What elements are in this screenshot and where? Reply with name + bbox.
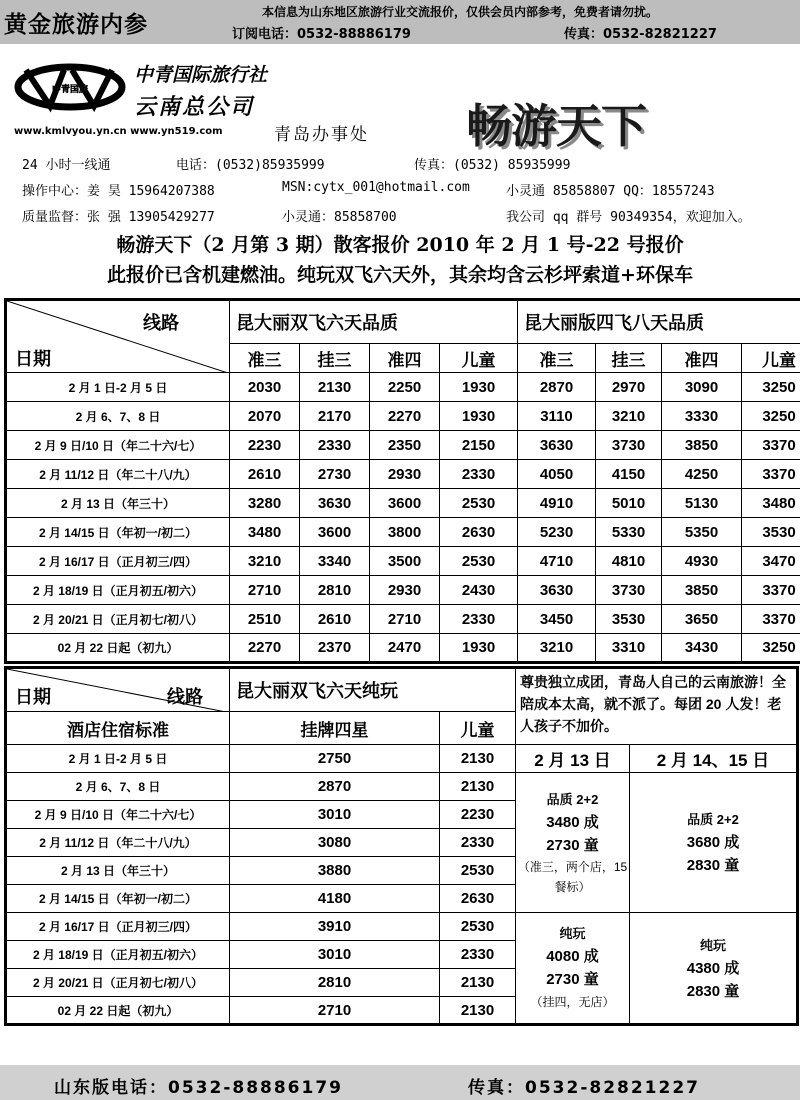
package-detail: （挂四，无店）: [530, 995, 615, 1009]
child-price: 2730 童: [546, 971, 599, 988]
table-row: [6, 402, 800, 431]
route-label: 线路: [143, 313, 179, 333]
footer-bar: [0, 1065, 800, 1100]
price-cell: 1930: [440, 402, 518, 431]
group1-header: 昆大丽双飞六天品质: [230, 300, 518, 344]
price-cell: 2270: [370, 402, 440, 431]
price-cell: 2030: [230, 373, 300, 402]
price-cell: 4810: [596, 547, 662, 576]
price-cell: 5350: [662, 518, 742, 547]
price-cell: 3330: [662, 402, 742, 431]
price-table-pure: [4, 666, 799, 1026]
price-cell: 2250: [370, 373, 440, 402]
price-cell: 3370: [742, 576, 800, 605]
price-cell: 3250: [742, 373, 800, 402]
price-cell: 2530: [440, 489, 518, 518]
qq-contact: 小灵通 85858807 QQ：18557243: [506, 184, 715, 199]
msn-contact: MSN:cytx_001@hotmail.com: [282, 180, 470, 195]
table-row: [6, 576, 800, 605]
table-row: [6, 634, 800, 663]
price-cell: 3850: [662, 431, 742, 460]
price-cell: 3910: [230, 913, 440, 941]
subscription-fax: 传真：0532-82821227: [564, 27, 717, 42]
top-banner: [0, 0, 800, 44]
price-cell: 3430: [662, 634, 742, 663]
row-date: 2 月 9 日/10 日（年二十六/七）: [6, 431, 230, 460]
price-cell: 1930: [440, 634, 518, 663]
price-cell: 1930: [440, 373, 518, 402]
price-cell: 2970: [596, 373, 662, 402]
child-price: 2830 童: [686, 982, 740, 1000]
price-cell: 3370: [742, 460, 800, 489]
operation-contact: 操作中心：姜 昊 15964207388: [22, 184, 215, 199]
price-cell: 3530: [742, 518, 800, 547]
footer-fax: 传真：0532-82821227: [468, 1078, 700, 1098]
row-date: 2 月 18/19 日（正月初五/初六）: [6, 576, 230, 605]
phs-contact: 小灵通：85858700: [282, 210, 397, 225]
row-date: 2 月 1 日-2 月 5 日: [6, 373, 230, 402]
qq-group: 我公司 qq 群号 90349354，欢迎加入。: [506, 210, 751, 225]
package-name: 纯玩: [559, 926, 586, 941]
price-cell: 3500: [370, 547, 440, 576]
table-row: [6, 773, 798, 801]
price-cell: 3280: [230, 489, 300, 518]
price-cell: 2710: [230, 997, 440, 1025]
price-cell: 3080: [230, 829, 440, 857]
price-cell: 4180: [230, 885, 440, 913]
price-cell: 3800: [370, 518, 440, 547]
price-cell: 3210: [230, 547, 300, 576]
price-cell: 2870: [518, 373, 596, 402]
agency-name: 中青国际旅行社: [134, 64, 268, 86]
price-cell: 2730: [300, 460, 370, 489]
side-date-header: 2 月 14、15 日: [630, 745, 798, 773]
row-date: 2 月 13 日（年三十）: [6, 489, 230, 518]
price-cell: 2710: [230, 576, 300, 605]
price-cell: 3310: [596, 634, 662, 663]
row-date: 2 月 1 日-2 月 5 日: [6, 745, 230, 773]
price-cell: 5010: [596, 489, 662, 518]
table-row: [6, 605, 800, 634]
hotel-standard-label: 酒店住宿标准: [6, 712, 230, 745]
adult-price: 4380 成: [686, 959, 740, 977]
price-cell: 2430: [440, 576, 518, 605]
price-cell: 2330: [440, 460, 518, 489]
table-row: [6, 489, 800, 518]
price-cell: 3340: [300, 547, 370, 576]
price-cell: 3250: [742, 402, 800, 431]
price-cell: 2510: [230, 605, 300, 634]
price-cell: 3210: [596, 402, 662, 431]
brand-title: 黄金旅游内参: [4, 12, 148, 38]
package-name: 纯玩: [700, 937, 727, 953]
price-cell: 2710: [370, 605, 440, 634]
member-notice: 本信息为山东地区旅游行业交流报价，仅供会员内部参考，免费者请勿扰。: [262, 5, 659, 19]
price-cell: 2330: [440, 829, 516, 857]
price-cell: 3370: [742, 605, 800, 634]
table-row: [6, 913, 798, 941]
package-pure-13: [516, 913, 630, 1025]
price-title: 畅游天下（2 月第 3 期）散客报价 2010 年 2 月 1 号-22 号报价: [116, 234, 684, 256]
price-cell: 2130: [440, 745, 516, 773]
price-subtitle: 此报价已含机建燃油。纯玩双飞六天外，其余均含云杉坪索道+环保车: [107, 264, 693, 286]
price-cell: 2750: [230, 745, 440, 773]
price-cell: 2810: [300, 576, 370, 605]
slogan-text: 畅游天下: [466, 99, 646, 153]
price-cell: 2530: [440, 857, 516, 885]
price-cell: 2330: [440, 941, 516, 969]
col-header: 挂三: [300, 344, 370, 373]
row-date: 2 月 13 日（年三十）: [6, 857, 230, 885]
table-row: [6, 431, 800, 460]
price-cell: 2270: [230, 634, 300, 663]
table-row: [6, 518, 800, 547]
col-header: 挂牌四星: [230, 712, 440, 745]
row-date: 2 月 16/17 日（正月初三/四）: [6, 913, 230, 941]
price-cell: 3450: [518, 605, 596, 634]
price-cell: 2130: [440, 969, 516, 997]
col-header: 准四: [370, 344, 440, 373]
row-date: 02 月 22 日起（初九）: [6, 634, 230, 663]
price-cell: 2130: [440, 997, 516, 1025]
package-pure-14-15: [630, 913, 798, 1025]
price-cell: 2930: [370, 576, 440, 605]
adult-price: 3480 成: [546, 814, 599, 831]
col-header: 儿童: [440, 344, 518, 373]
col-header: 准三: [518, 344, 596, 373]
price-cell: 3630: [518, 576, 596, 605]
footer-tel: 山东版电话：0532-88886179: [54, 1078, 343, 1098]
row-date: 2 月 6、7、8 日: [6, 402, 230, 431]
col-header: 准四: [662, 344, 742, 373]
fax-number: 传真：(0532) 85935999: [414, 158, 571, 173]
group-note: 尊贵独立成团，青岛人自己的云南旅游！全陪成本太高，就不派了。每团 20 人发！老人孩子不加价。: [516, 668, 798, 745]
price-cell: 2130: [440, 773, 516, 801]
table-row: [6, 547, 800, 576]
price-cell: 2810: [230, 969, 440, 997]
agency-logo: [12, 56, 128, 118]
package-quality-14-15: [630, 773, 798, 913]
price-cell: 2130: [300, 373, 370, 402]
row-date: 2 月 11/12 日（年二十八/九）: [6, 829, 230, 857]
adult-price: 3680 成: [686, 834, 740, 851]
row-date: 2 月 14/15 日（年初一/初二）: [6, 885, 230, 913]
price-cell: 4910: [518, 489, 596, 518]
package-name: 品质 2+2: [687, 812, 739, 827]
price-cell: 3250: [742, 634, 800, 663]
date-label: 日期: [15, 349, 51, 369]
logo-text: 中青国旅: [51, 85, 89, 95]
price-cell: 3730: [596, 431, 662, 460]
price-cell: 3010: [230, 801, 440, 829]
price-cell: 2230: [440, 801, 516, 829]
price-cell: 2330: [440, 605, 518, 634]
price-cell: 3530: [596, 605, 662, 634]
col-header: 儿童: [742, 344, 800, 373]
price-cell: 2170: [300, 402, 370, 431]
price-cell: 2630: [440, 885, 516, 913]
office-name: 青岛办事处: [274, 125, 369, 145]
table-row: [6, 460, 800, 489]
price-cell: 3370: [742, 431, 800, 460]
package-name: 品质 2+2: [546, 792, 599, 807]
price-cell: 4250: [662, 460, 742, 489]
price-cell: 3730: [596, 576, 662, 605]
website-links: www.kmlvyou.yn.cn www.yn519.com: [14, 126, 223, 137]
phone-number: 电话：(0532)85935999: [176, 158, 325, 173]
table1-corner: [6, 300, 230, 373]
price-cell: 3480: [742, 489, 800, 518]
row-date: 2 月 6、7、8 日: [6, 773, 230, 801]
price-cell: 2150: [440, 431, 518, 460]
row-date: 2 月 14/15 日（年初一/初二）: [6, 518, 230, 547]
table-row: [6, 373, 800, 402]
price-cell: 3470: [742, 547, 800, 576]
price-cell: 3880: [230, 857, 440, 885]
price-cell: 4150: [596, 460, 662, 489]
price-cell: 2230: [230, 431, 300, 460]
price-cell: 2530: [440, 547, 518, 576]
price-cell: 3600: [300, 518, 370, 547]
child-price: 2830 童: [686, 857, 740, 874]
price-cell: 2070: [230, 402, 300, 431]
subscription-line: [232, 23, 717, 42]
adult-price: 4080 成: [546, 948, 599, 965]
price-cell: 3110: [518, 402, 596, 431]
price-cell: 3630: [518, 431, 596, 460]
row-date: 02 月 22 日起（初九）: [6, 997, 230, 1025]
hotline-label: 24 小时一线通: [22, 158, 111, 173]
price-cell: 5330: [596, 518, 662, 547]
row-date: 2 月 16/17 日（正月初三/四）: [6, 547, 230, 576]
price-cell: 2370: [300, 634, 370, 663]
price-cell: 3600: [370, 489, 440, 518]
side-date-header: 2 月 13 日: [516, 745, 630, 773]
child-price: 2730 童: [546, 837, 599, 854]
price-cell: 3850: [662, 576, 742, 605]
price-cell: 2350: [370, 431, 440, 460]
row-date: 2 月 18/19 日（正月初五/初六）: [6, 941, 230, 969]
price-cell: 3210: [518, 634, 596, 663]
package-detail: （准三，两个店，15 餐标）: [517, 860, 628, 894]
price-cell: 3010: [230, 941, 440, 969]
price-cell: 2610: [230, 460, 300, 489]
group2-header: 昆大丽版四飞八天品质: [518, 300, 800, 344]
row-date: 2 月 9 日/10 日（年二十六/七）: [6, 801, 230, 829]
price-cell: 3480: [230, 518, 300, 547]
price-cell: 2870: [230, 773, 440, 801]
price-cell: 4710: [518, 547, 596, 576]
table-row: [6, 745, 798, 773]
col-header: 准三: [230, 344, 300, 373]
price-table-main: [4, 298, 800, 664]
quality-contact: 质量监督：张 强 13905429277: [22, 210, 215, 225]
price-cell: 2930: [370, 460, 440, 489]
price-cell: 3630: [300, 489, 370, 518]
price-cell: 2530: [440, 913, 516, 941]
price-cell: 2630: [440, 518, 518, 547]
subscription-tel: 订阅电话：0532-88886179: [232, 27, 411, 42]
group-header: 昆大丽双飞六天纯玩: [230, 668, 516, 712]
table2-corner: [6, 668, 230, 712]
date-label: 日期: [15, 687, 51, 707]
col-header: 挂三: [596, 344, 662, 373]
price-cell: 3650: [662, 605, 742, 634]
price-cell: 4930: [662, 547, 742, 576]
price-cell: 4050: [518, 460, 596, 489]
price-cell: 2610: [300, 605, 370, 634]
row-date: 2 月 20/21 日（正月初七/初八）: [6, 605, 230, 634]
price-cell: 3090: [662, 373, 742, 402]
agency-branch: 云南总公司: [134, 94, 255, 120]
row-date: 2 月 20/21 日（正月初七/初八）: [6, 969, 230, 997]
route-label: 线路: [167, 687, 203, 707]
row-date: 2 月 11/12 日（年二十八/九）: [6, 460, 230, 489]
col-header: 儿童: [440, 712, 516, 745]
package-quality-13: [516, 773, 630, 913]
price-cell: 5230: [518, 518, 596, 547]
price-cell: 5130: [662, 489, 742, 518]
price-cell: 2470: [370, 634, 440, 663]
price-cell: 2330: [300, 431, 370, 460]
